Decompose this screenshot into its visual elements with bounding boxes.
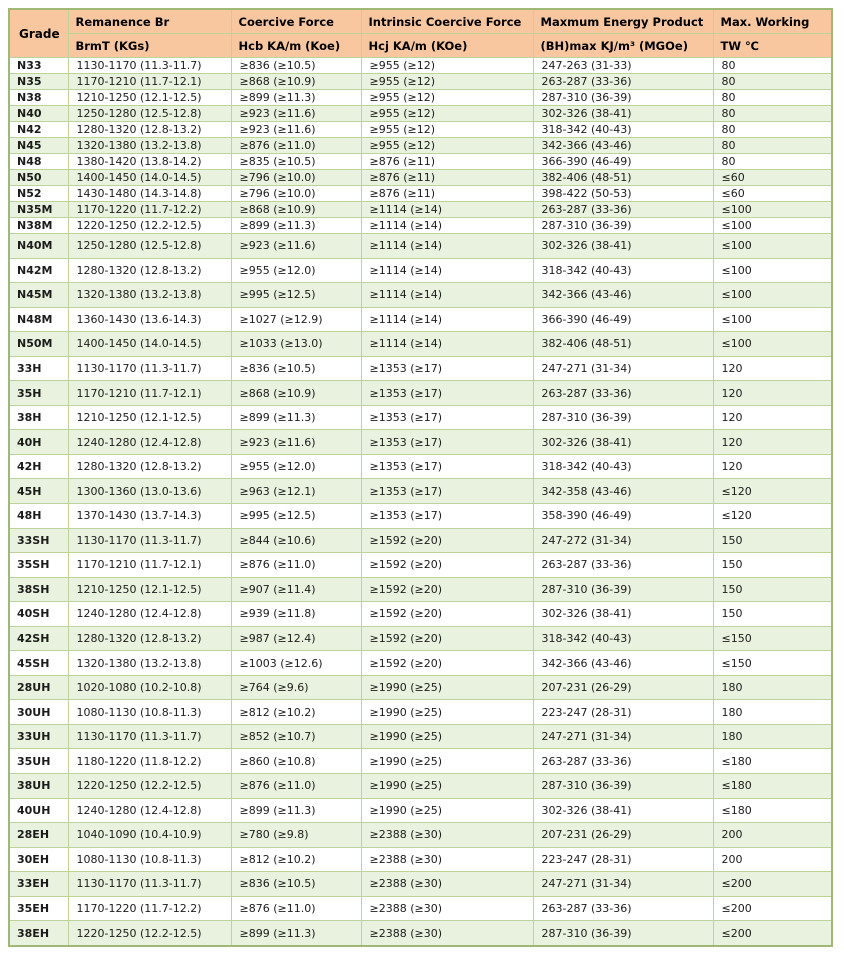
col-subheader-energy-product: (BH)max KJ/m³ (MGOe) — [533, 34, 713, 58]
max-working-cell: ≤100 — [713, 258, 832, 283]
intrinsic-coercive-cell: ≥1592 (≥20) — [361, 577, 533, 602]
table-row — [9, 356, 832, 381]
coercive-force-cell: ≥812 (≥10.2) — [231, 847, 361, 872]
energy-product-cell: 287-310 (36-39) — [533, 774, 713, 799]
max-working-cell: ≤100 — [713, 202, 832, 218]
table-row — [9, 602, 832, 627]
coercive-force-cell: ≥876 (≥11.0) — [231, 553, 361, 578]
coercive-force-cell: ≥955 (≥12.0) — [231, 258, 361, 283]
table-row — [9, 675, 832, 700]
coercive-force-cell: ≥899 (≥11.3) — [231, 921, 361, 946]
max-working-cell: ≤200 — [713, 896, 832, 921]
grade-cell: N40M — [9, 234, 68, 259]
energy-product-cell: 207-231 (26-29) — [533, 675, 713, 700]
coercive-force-cell: ≥835 (≥10.5) — [231, 154, 361, 170]
remanence-cell: 1240-1280 (12.4-12.8) — [68, 798, 231, 823]
remanence-cell: 1400-1450 (14.0-14.5) — [68, 170, 231, 186]
table-header — [9, 9, 832, 58]
coercive-force-cell: ≥899 (≥11.3) — [231, 90, 361, 106]
coercive-force-cell: ≥923 (≥11.6) — [231, 122, 361, 138]
intrinsic-coercive-cell: ≥1114 (≥14) — [361, 307, 533, 332]
coercive-force-cell: ≥876 (≥11.0) — [231, 774, 361, 799]
remanence-cell: 1130-1170 (11.3-11.7) — [68, 58, 231, 74]
coercive-force-cell: ≥764 (≥9.6) — [231, 675, 361, 700]
grade-cell: 33UH — [9, 724, 68, 749]
remanence-cell: 1220-1250 (12.2-12.5) — [68, 218, 231, 234]
remanence-cell: 1240-1280 (12.4-12.8) — [68, 602, 231, 627]
table-row — [9, 258, 832, 283]
remanence-cell: 1130-1170 (11.3-11.7) — [68, 724, 231, 749]
coercive-force-cell: ≥812 (≥10.2) — [231, 700, 361, 725]
remanence-cell: 1180-1220 (11.8-12.2) — [68, 749, 231, 774]
energy-product-cell: 247-263 (31-33) — [533, 58, 713, 74]
table-row — [9, 577, 832, 602]
coercive-force-cell: ≥907 (≥11.4) — [231, 577, 361, 602]
remanence-cell: 1430-1480 (14.3-14.8) — [68, 186, 231, 202]
energy-product-cell: 318-342 (40-43) — [533, 454, 713, 479]
intrinsic-coercive-cell: ≥955 (≥12) — [361, 58, 533, 74]
energy-product-cell: 287-310 (36-39) — [533, 218, 713, 234]
max-working-cell: 80 — [713, 90, 832, 106]
col-header-grade: Grade — [9, 9, 68, 58]
coercive-force-cell: ≥987 (≥12.4) — [231, 626, 361, 651]
energy-product-cell: 223-247 (28-31) — [533, 847, 713, 872]
coercive-force-cell: ≥836 (≥10.5) — [231, 356, 361, 381]
energy-product-cell: 263-287 (33-36) — [533, 749, 713, 774]
grade-cell: 35UH — [9, 749, 68, 774]
intrinsic-coercive-cell: ≥1353 (≥17) — [361, 479, 533, 504]
energy-product-cell: 263-287 (33-36) — [533, 381, 713, 406]
grade-cell: 40SH — [9, 602, 68, 627]
col-subheader-intrinsic-coercive: Hcj KA/m (KOe) — [361, 34, 533, 58]
intrinsic-coercive-cell: ≥1353 (≥17) — [361, 504, 533, 529]
grade-cell: 35EH — [9, 896, 68, 921]
coercive-force-cell: ≥868 (≥10.9) — [231, 74, 361, 90]
table-row — [9, 823, 832, 848]
max-working-cell: 120 — [713, 356, 832, 381]
intrinsic-coercive-cell: ≥2388 (≥30) — [361, 872, 533, 897]
remanence-cell: 1170-1210 (11.7-12.1) — [68, 74, 231, 90]
remanence-cell: 1280-1320 (12.8-13.2) — [68, 626, 231, 651]
coercive-force-cell: ≥923 (≥11.6) — [231, 234, 361, 259]
grade-cell: N52 — [9, 186, 68, 202]
intrinsic-coercive-cell: ≥1592 (≥20) — [361, 651, 533, 676]
energy-product-cell: 302-326 (38-41) — [533, 602, 713, 627]
max-working-cell: ≤100 — [713, 234, 832, 259]
intrinsic-coercive-cell: ≥955 (≥12) — [361, 138, 533, 154]
col-header-intrinsic-coercive: Intrinsic Coercive Force — [361, 9, 533, 34]
energy-product-cell: 287-310 (36-39) — [533, 577, 713, 602]
grade-cell: N48 — [9, 154, 68, 170]
energy-product-cell: 342-366 (43-46) — [533, 651, 713, 676]
max-working-cell: 80 — [713, 106, 832, 122]
grade-cell: N42M — [9, 258, 68, 283]
table-row — [9, 405, 832, 430]
intrinsic-coercive-cell: ≥1353 (≥17) — [361, 454, 533, 479]
remanence-cell: 1280-1320 (12.8-13.2) — [68, 258, 231, 283]
max-working-cell: ≤150 — [713, 651, 832, 676]
table-row — [9, 74, 832, 90]
grade-cell: 30UH — [9, 700, 68, 725]
remanence-cell: 1220-1250 (12.2-12.5) — [68, 774, 231, 799]
energy-product-cell: 263-287 (33-36) — [533, 896, 713, 921]
energy-product-cell: 287-310 (36-39) — [533, 90, 713, 106]
coercive-force-cell: ≥899 (≥11.3) — [231, 405, 361, 430]
table-row — [9, 106, 832, 122]
table-row — [9, 872, 832, 897]
intrinsic-coercive-cell: ≥1114 (≥14) — [361, 202, 533, 218]
grade-cell: N45 — [9, 138, 68, 154]
intrinsic-coercive-cell: ≥1114 (≥14) — [361, 218, 533, 234]
table-row — [9, 798, 832, 823]
table-row — [9, 454, 832, 479]
intrinsic-coercive-cell: ≥2388 (≥30) — [361, 921, 533, 946]
coercive-force-cell: ≥852 (≥10.7) — [231, 724, 361, 749]
remanence-cell: 1170-1210 (11.7-12.1) — [68, 381, 231, 406]
max-working-cell: 200 — [713, 847, 832, 872]
remanence-cell: 1040-1090 (10.4-10.9) — [68, 823, 231, 848]
grade-cell: 38EH — [9, 921, 68, 946]
energy-product-cell: 247-271 (31-34) — [533, 356, 713, 381]
coercive-force-cell: ≥868 (≥10.9) — [231, 202, 361, 218]
intrinsic-coercive-cell: ≥955 (≥12) — [361, 122, 533, 138]
table-row — [9, 847, 832, 872]
coercive-force-cell: ≥836 (≥10.5) — [231, 872, 361, 897]
intrinsic-coercive-cell: ≥876 (≥11) — [361, 154, 533, 170]
remanence-cell: 1280-1320 (12.8-13.2) — [68, 454, 231, 479]
energy-product-cell: 263-287 (33-36) — [533, 202, 713, 218]
intrinsic-coercive-cell: ≥1990 (≥25) — [361, 774, 533, 799]
max-working-cell: 150 — [713, 602, 832, 627]
energy-product-cell: 342-358 (43-46) — [533, 479, 713, 504]
remanence-cell: 1170-1210 (11.7-12.1) — [68, 553, 231, 578]
energy-product-cell: 247-271 (31-34) — [533, 724, 713, 749]
coercive-force-cell: ≥923 (≥11.6) — [231, 430, 361, 455]
magnet-grades-table — [8, 8, 833, 947]
grade-cell: 33SH — [9, 528, 68, 553]
grade-cell: 42SH — [9, 626, 68, 651]
remanence-cell: 1170-1220 (11.7-12.2) — [68, 202, 231, 218]
table-row — [9, 186, 832, 202]
energy-product-cell: 382-406 (48-51) — [533, 170, 713, 186]
max-working-cell: ≤100 — [713, 332, 832, 357]
intrinsic-coercive-cell: ≥876 (≥11) — [361, 170, 533, 186]
remanence-cell: 1320-1380 (13.2-13.8) — [68, 283, 231, 308]
intrinsic-coercive-cell: ≥2388 (≥30) — [361, 847, 533, 872]
table-body — [9, 58, 832, 947]
table-row — [9, 234, 832, 259]
coercive-force-cell: ≥923 (≥11.6) — [231, 106, 361, 122]
max-working-cell: 120 — [713, 430, 832, 455]
grade-cell: N35 — [9, 74, 68, 90]
table-row — [9, 90, 832, 106]
grade-cell: N40 — [9, 106, 68, 122]
max-working-cell: ≤60 — [713, 186, 832, 202]
coercive-force-cell: ≥955 (≥12.0) — [231, 454, 361, 479]
max-working-cell: ≤60 — [713, 170, 832, 186]
remanence-cell: 1210-1250 (12.1-12.5) — [68, 90, 231, 106]
energy-product-cell: 247-271 (31-34) — [533, 872, 713, 897]
intrinsic-coercive-cell: ≥1114 (≥14) — [361, 283, 533, 308]
coercive-force-cell: ≥939 (≥11.8) — [231, 602, 361, 627]
remanence-cell: 1130-1170 (11.3-11.7) — [68, 872, 231, 897]
grade-cell: 38SH — [9, 577, 68, 602]
table-row — [9, 170, 832, 186]
table-row — [9, 774, 832, 799]
col-header-max-working: Max. Working — [713, 9, 832, 34]
table-row — [9, 381, 832, 406]
col-header-energy-product: Maxmum Energy Product — [533, 9, 713, 34]
intrinsic-coercive-cell: ≥1990 (≥25) — [361, 798, 533, 823]
max-working-cell: ≤180 — [713, 798, 832, 823]
grade-cell: N38M — [9, 218, 68, 234]
grade-cell: 30EH — [9, 847, 68, 872]
coercive-force-cell: ≥836 (≥10.5) — [231, 58, 361, 74]
grade-cell: N33 — [9, 58, 68, 74]
table-row — [9, 332, 832, 357]
col-subheader-remanence: BrmT (KGs) — [68, 34, 231, 58]
energy-product-cell: 287-310 (36-39) — [533, 921, 713, 946]
grade-cell: 33EH — [9, 872, 68, 897]
energy-product-cell: 223-247 (28-31) — [533, 700, 713, 725]
energy-product-cell: 342-366 (43-46) — [533, 138, 713, 154]
col-header-coercive-force: Coercive Force — [231, 9, 361, 34]
energy-product-cell: 263-287 (33-36) — [533, 74, 713, 90]
grade-cell: 42H — [9, 454, 68, 479]
energy-product-cell: 247-272 (31-34) — [533, 528, 713, 553]
remanence-cell: 1020-1080 (10.2-10.8) — [68, 675, 231, 700]
grade-cell: 35SH — [9, 553, 68, 578]
table-row — [9, 553, 832, 578]
energy-product-cell: 382-406 (48-51) — [533, 332, 713, 357]
max-working-cell: 80 — [713, 138, 832, 154]
energy-product-cell: 263-287 (33-36) — [533, 553, 713, 578]
intrinsic-coercive-cell: ≥955 (≥12) — [361, 106, 533, 122]
intrinsic-coercive-cell: ≥1114 (≥14) — [361, 332, 533, 357]
max-working-cell: 80 — [713, 154, 832, 170]
grade-cell: 48H — [9, 504, 68, 529]
max-working-cell: ≤180 — [713, 749, 832, 774]
intrinsic-coercive-cell: ≥1990 (≥25) — [361, 700, 533, 725]
intrinsic-coercive-cell: ≥1114 (≥14) — [361, 234, 533, 259]
remanence-cell: 1080-1130 (10.8-11.3) — [68, 700, 231, 725]
max-working-cell: ≤100 — [713, 218, 832, 234]
coercive-force-cell: ≥868 (≥10.9) — [231, 381, 361, 406]
table-row — [9, 896, 832, 921]
coercive-force-cell: ≥796 (≥10.0) — [231, 186, 361, 202]
energy-product-cell: 318-342 (40-43) — [533, 626, 713, 651]
grade-cell: 35H — [9, 381, 68, 406]
remanence-cell: 1220-1250 (12.2-12.5) — [68, 921, 231, 946]
remanence-cell: 1320-1380 (13.2-13.8) — [68, 651, 231, 676]
energy-product-cell: 207-231 (26-29) — [533, 823, 713, 848]
remanence-cell: 1080-1130 (10.8-11.3) — [68, 847, 231, 872]
remanence-cell: 1370-1430 (13.7-14.3) — [68, 504, 231, 529]
table-row — [9, 218, 832, 234]
grade-cell: 33H — [9, 356, 68, 381]
energy-product-cell: 302-326 (38-41) — [533, 430, 713, 455]
table-row — [9, 430, 832, 455]
intrinsic-coercive-cell: ≥1353 (≥17) — [361, 430, 533, 455]
max-working-cell: ≤100 — [713, 307, 832, 332]
max-working-cell: ≤200 — [713, 921, 832, 946]
max-working-cell: 120 — [713, 405, 832, 430]
intrinsic-coercive-cell: ≥955 (≥12) — [361, 90, 533, 106]
grade-cell: 40H — [9, 430, 68, 455]
table-row — [9, 626, 832, 651]
remanence-cell: 1250-1280 (12.5-12.8) — [68, 106, 231, 122]
table-row — [9, 724, 832, 749]
remanence-cell: 1210-1250 (12.1-12.5) — [68, 405, 231, 430]
col-header-remanence: Remanence Br — [68, 9, 231, 34]
coercive-force-cell: ≥995 (≥12.5) — [231, 504, 361, 529]
max-working-cell: 120 — [713, 454, 832, 479]
coercive-force-cell: ≥860 (≥10.8) — [231, 749, 361, 774]
coercive-force-cell: ≥1033 (≥13.0) — [231, 332, 361, 357]
table-row — [9, 283, 832, 308]
remanence-cell: 1300-1360 (13.0-13.6) — [68, 479, 231, 504]
table-row — [9, 700, 832, 725]
table-row — [9, 154, 832, 170]
coercive-force-cell: ≥899 (≥11.3) — [231, 798, 361, 823]
max-working-cell: ≤200 — [713, 872, 832, 897]
remanence-cell: 1130-1170 (11.3-11.7) — [68, 356, 231, 381]
coercive-force-cell: ≥995 (≥12.5) — [231, 283, 361, 308]
intrinsic-coercive-cell: ≥1592 (≥20) — [361, 602, 533, 627]
intrinsic-coercive-cell: ≥2388 (≥30) — [361, 823, 533, 848]
col-subheader-max-working: TW ℃ — [713, 34, 832, 58]
remanence-cell: 1130-1170 (11.3-11.7) — [68, 528, 231, 553]
table-row — [9, 122, 832, 138]
remanence-cell: 1380-1420 (13.8-14.2) — [68, 154, 231, 170]
grade-cell: 45SH — [9, 651, 68, 676]
max-working-cell: ≤120 — [713, 479, 832, 504]
max-working-cell: 80 — [713, 58, 832, 74]
grade-cell: 28EH — [9, 823, 68, 848]
col-subheader-coercive-force: Hcb KA/m (Koe) — [231, 34, 361, 58]
max-working-cell: ≤150 — [713, 626, 832, 651]
intrinsic-coercive-cell: ≥1114 (≥14) — [361, 258, 533, 283]
max-working-cell: 150 — [713, 553, 832, 578]
grade-cell: 28UH — [9, 675, 68, 700]
remanence-cell: 1320-1380 (13.2-13.8) — [68, 138, 231, 154]
table-row — [9, 307, 832, 332]
intrinsic-coercive-cell: ≥1990 (≥25) — [361, 724, 533, 749]
energy-product-cell: 318-342 (40-43) — [533, 258, 713, 283]
max-working-cell: 120 — [713, 381, 832, 406]
max-working-cell: ≤120 — [713, 504, 832, 529]
energy-product-cell: 366-390 (46-49) — [533, 307, 713, 332]
coercive-force-cell: ≥844 (≥10.6) — [231, 528, 361, 553]
grade-cell: 38H — [9, 405, 68, 430]
table-row — [9, 921, 832, 946]
energy-product-cell: 398-422 (50-53) — [533, 186, 713, 202]
coercive-force-cell: ≥1027 (≥12.9) — [231, 307, 361, 332]
table-row — [9, 504, 832, 529]
intrinsic-coercive-cell: ≥1592 (≥20) — [361, 553, 533, 578]
header-group-row — [9, 9, 832, 34]
energy-product-cell: 302-326 (38-41) — [533, 106, 713, 122]
table-row — [9, 749, 832, 774]
max-working-cell: 200 — [713, 823, 832, 848]
coercive-force-cell: ≥876 (≥11.0) — [231, 138, 361, 154]
remanence-cell: 1400-1450 (14.0-14.5) — [68, 332, 231, 357]
max-working-cell: 180 — [713, 724, 832, 749]
coercive-force-cell: ≥899 (≥11.3) — [231, 218, 361, 234]
coercive-force-cell: ≥780 (≥9.8) — [231, 823, 361, 848]
remanence-cell: 1280-1320 (12.8-13.2) — [68, 122, 231, 138]
remanence-cell: 1360-1430 (13.6-14.3) — [68, 307, 231, 332]
intrinsic-coercive-cell: ≥1592 (≥20) — [361, 626, 533, 651]
grade-cell: N35M — [9, 202, 68, 218]
table-row — [9, 202, 832, 218]
max-working-cell: 180 — [713, 700, 832, 725]
coercive-force-cell: ≥963 (≥12.1) — [231, 479, 361, 504]
max-working-cell: 80 — [713, 122, 832, 138]
max-working-cell: 150 — [713, 528, 832, 553]
max-working-cell: ≤180 — [713, 774, 832, 799]
table-row — [9, 138, 832, 154]
grade-cell: 45H — [9, 479, 68, 504]
remanence-cell: 1240-1280 (12.4-12.8) — [68, 430, 231, 455]
max-working-cell: 150 — [713, 577, 832, 602]
remanence-cell: 1210-1250 (12.1-12.5) — [68, 577, 231, 602]
grade-cell: 40UH — [9, 798, 68, 823]
energy-product-cell: 287-310 (36-39) — [533, 405, 713, 430]
max-working-cell: 80 — [713, 74, 832, 90]
intrinsic-coercive-cell: ≥1592 (≥20) — [361, 528, 533, 553]
grade-cell: 38UH — [9, 774, 68, 799]
table-row — [9, 58, 832, 74]
max-working-cell: 180 — [713, 675, 832, 700]
intrinsic-coercive-cell: ≥1353 (≥17) — [361, 405, 533, 430]
coercive-force-cell: ≥876 (≥11.0) — [231, 896, 361, 921]
grade-cell: N45M — [9, 283, 68, 308]
header-units-row — [9, 34, 832, 58]
energy-product-cell: 302-326 (38-41) — [533, 798, 713, 823]
coercive-force-cell: ≥796 (≥10.0) — [231, 170, 361, 186]
table-row — [9, 479, 832, 504]
grade-cell: N42 — [9, 122, 68, 138]
intrinsic-coercive-cell: ≥2388 (≥30) — [361, 896, 533, 921]
intrinsic-coercive-cell: ≥1990 (≥25) — [361, 749, 533, 774]
coercive-force-cell: ≥1003 (≥12.6) — [231, 651, 361, 676]
table-row — [9, 528, 832, 553]
intrinsic-coercive-cell: ≥1990 (≥25) — [361, 675, 533, 700]
intrinsic-coercive-cell: ≥1353 (≥17) — [361, 381, 533, 406]
grade-cell: N50 — [9, 170, 68, 186]
max-working-cell: ≤100 — [713, 283, 832, 308]
intrinsic-coercive-cell: ≥876 (≥11) — [361, 186, 533, 202]
energy-product-cell: 366-390 (46-49) — [533, 154, 713, 170]
table-row — [9, 651, 832, 676]
intrinsic-coercive-cell: ≥1353 (≥17) — [361, 356, 533, 381]
grade-cell: N38 — [9, 90, 68, 106]
remanence-cell: 1170-1220 (11.7-12.2) — [68, 896, 231, 921]
energy-product-cell: 318-342 (40-43) — [533, 122, 713, 138]
energy-product-cell: 342-366 (43-46) — [533, 283, 713, 308]
grade-cell: N50M — [9, 332, 68, 357]
intrinsic-coercive-cell: ≥955 (≥12) — [361, 74, 533, 90]
energy-product-cell: 358-390 (46-49) — [533, 504, 713, 529]
grade-cell: N48M — [9, 307, 68, 332]
remanence-cell: 1250-1280 (12.5-12.8) — [68, 234, 231, 259]
energy-product-cell: 302-326 (38-41) — [533, 234, 713, 259]
